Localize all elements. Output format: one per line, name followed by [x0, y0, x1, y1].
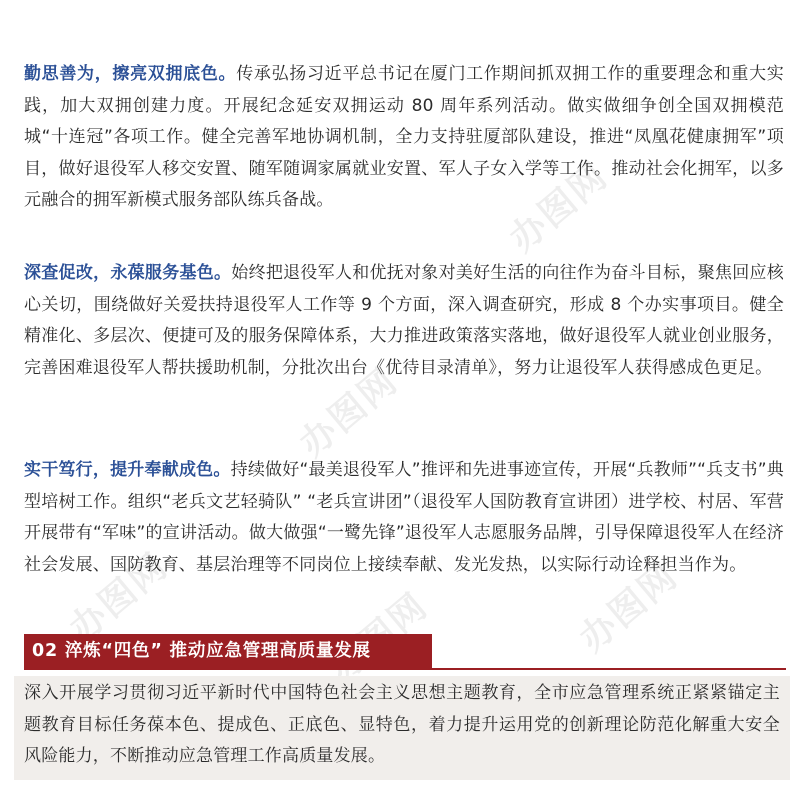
paragraph-service: [24, 258, 784, 384]
section-header: 02 淬炼“四色” 推动应急管理高质量发展: [24, 634, 432, 668]
paragraph-text: 持续做好“最美退役军人”推评和先进事迹宣传，开展“兵教师”“兵支书”典型培树工作。组织“老兵文艺轻骑队” “老兵宣讲团”（退役军人国防教育宣讲团）进学校、村居、军营开展带有“军味”的宣讲活动。做大做强“一鹭先锋”退役军人志愿服务品牌，引导保障退役军人在经济社会发展、国防教育、基层治理等不同岗位上接续奉献、发光发热，以实际行动诠释担当作为。: [24, 460, 785, 575]
paragraph-lead: 勤思善为，擦亮双拥底色。: [24, 64, 237, 84]
watermark: 办图网: [292, 360, 406, 466]
paragraph-lead: 深查促改，永葆服务基色。: [24, 263, 232, 283]
watermark: 办图网: [502, 155, 616, 261]
paragraph-text: 传承弘扬习近平总书记在厦门工作期间抓双拥工作的重要理念和重大实践，加大双拥创建力度。开展纪念延安双拥运动 80 周年系列活动。做实做细争创全国双拥模范城“十连冠”各项工作。健全完善军地协调机制，全力支持驻厦部队建设，推进“凤凰花健康拥军”项目，做好退役军人移交安置、随军随调家属就业安置、军人子女入学等工作。推动社会化拥军，以多元融合的拥军新模式服务部队练兵备战。: [24, 64, 784, 210]
paragraph-text: 始终把退役军人和优抚对象对美好生活的向往作为奋斗目标，聚焦回应核心关切，围绕做好关爱扶持退役军人工作等 9 个方面，深入调查研究，形成 8 个办实事项目。健全精准化、多层次、便捷可及的服务保障体系，大力推进政策落实落地，做好退役军人就业创业服务，完善困难退役军人帮扶援助机制，分批次出台《优待目录清单》，努力让退役军人获得感成色更足。: [24, 263, 784, 378]
paragraph-support-military: [24, 59, 784, 217]
paragraph-dedication: [24, 455, 784, 581]
watermark: 办图网: [572, 555, 686, 661]
watermark: 办图网: [62, 545, 176, 651]
paragraph-lead: 实干笃行，提升奉献成色。: [24, 460, 231, 480]
section-divider: [24, 668, 786, 670]
section-body: 深入开展学习贯彻习近平新时代中国特色社会主义思想主题教育，全市应急管理系统正紧紧锚定主题教育目标任务葆本色、提成色、正底色、显特色，着力提升运用党的创新理论防范化解重大安全风险能力，不断推动应急管理工作高质量发展。: [14, 676, 790, 780]
